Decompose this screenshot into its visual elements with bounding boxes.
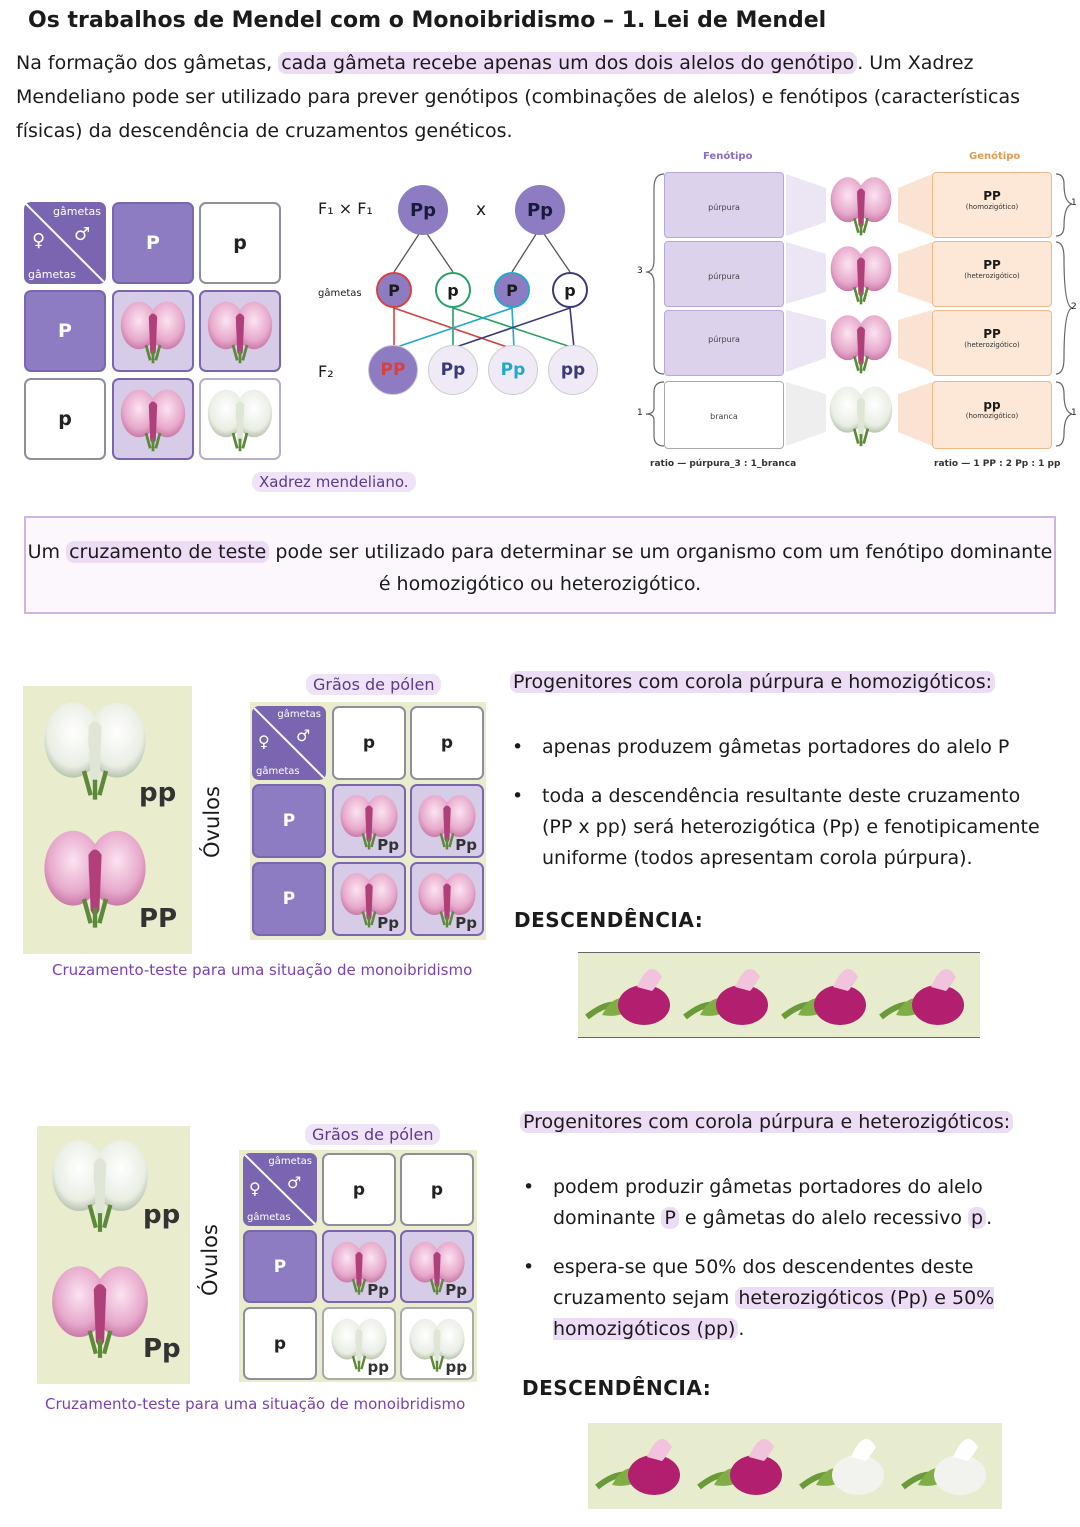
corner-label-top: gâmetas <box>53 205 101 218</box>
phenotype-row-4: branca <box>664 381 784 449</box>
offspring-cell <box>322 1307 396 1380</box>
genotype-value: PP <box>983 327 1001 341</box>
genotype-type: (heterozigótico) <box>964 272 1020 280</box>
page-title: Os trabalhos de Mendel com o Monoibridismo – 1. Lei de Mendel <box>28 8 827 33</box>
white-bud-icon <box>796 1427 896 1507</box>
gamete-3: P <box>494 272 530 308</box>
heading-text: Progenitores com corola púrpura e heterozigóticos: <box>520 1111 1013 1133</box>
descendants-strip <box>578 952 980 1038</box>
descendants-label: DESCENDÊNCIA: <box>514 908 704 932</box>
descendants-label: DESCENDÊNCIA: <box>522 1376 712 1400</box>
f2-label: F₂ <box>318 362 334 381</box>
offspring-2: Pp <box>428 345 478 395</box>
genotype-type: (heterozigótico) <box>964 341 1020 349</box>
box-text-1: Um <box>27 541 67 563</box>
genotype-value: PP <box>983 258 1001 272</box>
offspring-cell <box>112 290 194 372</box>
heading-text: Progenitores com corola púrpura e homozigóticos: <box>510 671 995 693</box>
offspring-cell <box>332 784 406 858</box>
bullet-list <box>523 1172 1053 1363</box>
bullet-list <box>512 732 1052 892</box>
ovules-label: Óvulos <box>200 786 224 858</box>
purple-flower-icon <box>35 822 155 932</box>
allele-recessive: p <box>968 1207 986 1229</box>
count-left-3: 3 <box>637 266 643 276</box>
cross-symbol: x <box>476 200 487 220</box>
gamete-4: p <box>552 272 588 308</box>
ratio-phenotype: ratio — púrpura_3 : 1_branca <box>650 459 797 469</box>
row-allele-2: P <box>252 862 326 936</box>
pollen-label: Grãos de pólen <box>306 674 441 695</box>
offspring-4: pp <box>548 345 598 395</box>
count-right-1b: 1 <box>1071 408 1077 418</box>
corner-label-top: gâmetas <box>277 709 321 720</box>
purple-bud-icon <box>694 1427 794 1507</box>
punnett-corner <box>252 706 326 780</box>
offspring-cell <box>400 1230 474 1303</box>
male-symbol-icon: ♂ <box>287 1173 302 1192</box>
white-flower-icon <box>826 381 896 449</box>
box-text-2: pode ser utilizado para determinar se um organismo com um fenótipo dominante é homozigótico ou heterozigótico. <box>269 541 1053 595</box>
col-allele-1: p <box>322 1153 396 1226</box>
bullet-item: • toda a descendência resultante deste cruzamento (PP x pp) será heterozigótica (Pp) e fenotipicamente uniforme (todos apresentam corola púrpura). <box>512 781 1052 874</box>
phenotype-header: Fenótipo <box>703 151 753 162</box>
genotype-row-4 <box>932 381 1052 449</box>
cell-genotype: pp <box>445 1358 467 1376</box>
bullet-highlight: heterozigóticos (Pp) e 50% homozigóticos (pp) <box>553 1287 995 1340</box>
col-allele-2: p <box>400 1153 474 1226</box>
white-bud-icon <box>898 1427 998 1507</box>
descendants-strip <box>588 1423 1002 1509</box>
offspring-cell <box>112 378 194 460</box>
count-right-1a: 1 <box>1071 198 1077 208</box>
purple-flower-icon <box>205 296 275 366</box>
white-flower-icon <box>45 1132 155 1236</box>
row-allele-2: p <box>24 378 106 460</box>
genotype-row-1 <box>932 172 1052 238</box>
allele-dominant: P <box>661 1207 678 1229</box>
genotype-row-3 <box>932 310 1052 376</box>
punnett-corner <box>24 202 106 284</box>
cell-genotype: pp <box>367 1358 389 1376</box>
offspring-cell <box>199 378 281 460</box>
purple-flower-icon <box>826 310 896 376</box>
genotype-type: (homozigótico) <box>965 412 1019 420</box>
offspring-cell <box>332 862 406 936</box>
male-symbol-icon: ♂ <box>296 726 311 745</box>
testcross-definition-box <box>24 516 1056 614</box>
row-allele-1: P <box>24 290 106 372</box>
corner-label-bottom: gâmetas <box>247 1212 291 1223</box>
purple-bud-icon <box>680 957 780 1037</box>
genotype-row-2 <box>932 241 1052 307</box>
purple-bud-icon <box>876 957 976 1037</box>
bullet-text: . <box>738 1318 745 1340</box>
purple-flower-icon <box>826 172 896 238</box>
section-heading <box>520 1111 1013 1133</box>
parents-photo <box>37 1126 190 1384</box>
purple-flower-icon <box>118 296 188 366</box>
genotype-value: PP <box>983 189 1001 203</box>
phenotype-row-3: púrpura <box>664 310 784 376</box>
f1-label: F₁ × F₁ <box>318 199 373 218</box>
offspring-1: PP <box>368 345 418 395</box>
intro-highlight: cada gâmeta recebe apenas um dos dois alelos do genótipo <box>278 52 857 74</box>
purple-bud-icon <box>582 957 682 1037</box>
parent-genotype-label: PP <box>139 904 178 934</box>
female-symbol-icon: ♀ <box>32 230 46 251</box>
phenotype-row-1: púrpura <box>664 172 784 238</box>
female-symbol-icon: ♀ <box>258 732 270 751</box>
punnett-corner <box>243 1153 317 1226</box>
genotype-type: (homozigótico) <box>965 203 1019 211</box>
offspring-cell <box>400 1307 474 1380</box>
female-symbol-icon: ♀ <box>249 1179 261 1198</box>
genotype-header: Genótipo <box>969 151 1021 162</box>
purple-bud-icon <box>778 957 878 1037</box>
section-caption: Cruzamento-teste para uma situação de monoibridismo <box>52 961 473 979</box>
pollen-label: Grãos de pólen <box>305 1124 440 1145</box>
ratio-genotype: ratio — 1 PP : 2 Pp : 1 pp <box>934 459 1061 469</box>
col-allele-2: p <box>410 706 484 780</box>
offspring-3: Pp <box>488 345 538 395</box>
genotype-value: pp <box>983 398 1001 412</box>
cell-genotype: Pp <box>377 836 399 854</box>
parent-genotype-label: pp <box>143 1200 181 1230</box>
cell-genotype: Pp <box>455 836 477 854</box>
intro-text-1: Na formação dos gâmetas, <box>16 52 279 74</box>
count-left-1: 1 <box>637 408 643 418</box>
col-allele-1: P <box>112 202 194 284</box>
bullet-item <box>523 1172 1053 1234</box>
col-allele-2: p <box>199 202 281 284</box>
section-caption: Cruzamento-teste para uma situação de monoibridismo <box>45 1395 466 1413</box>
gamete-2: p <box>435 272 471 308</box>
bullet-item: • apenas produzem gâmetas portadores do alelo P <box>512 732 1052 763</box>
white-flower-icon <box>35 694 155 804</box>
section-heading <box>510 671 995 693</box>
phenotype-row-2: púrpura <box>664 241 784 307</box>
col-allele-1: p <box>332 706 406 780</box>
purple-bud-icon <box>592 1427 692 1507</box>
row-allele-1: P <box>243 1230 317 1303</box>
white-flower-icon <box>205 384 275 454</box>
cell-genotype: Pp <box>445 1281 467 1299</box>
gametes-label: gâmetas <box>318 288 362 299</box>
parent-genotype-label: Pp <box>143 1334 181 1364</box>
purple-flower-icon <box>45 1258 155 1362</box>
row-allele-2: p <box>243 1307 317 1380</box>
intro-text-2: . Um Xadrez Mendeliano pode ser utilizado para prever genótipos (combinações de alelos) e fenótipos (características físicas) da descendência de cruzamentos genéticos. <box>16 52 1021 142</box>
row-allele-1: P <box>252 784 326 858</box>
corner-label-bottom: gâmetas <box>28 268 76 281</box>
offspring-cell <box>199 290 281 372</box>
count-right-2: 2 <box>1071 302 1077 312</box>
bullet-text: . <box>986 1207 993 1229</box>
parent-genotype-label: pp <box>139 778 177 808</box>
intro-paragraph <box>16 46 1066 148</box>
cell-genotype: Pp <box>455 914 477 932</box>
bullet-text: podem produzir gâmetas portadores do alelo dominante <box>553 1176 983 1229</box>
box-highlight: cruzamento de teste <box>66 541 269 563</box>
punnett-caption: Xadrez mendeliano. <box>252 472 416 492</box>
parents-photo <box>23 686 192 954</box>
offspring-cell <box>410 862 484 936</box>
purple-flower-icon <box>826 241 896 307</box>
corner-label-top: gâmetas <box>268 1156 312 1167</box>
bullet-text: espera-se que 50% dos descendentes deste cruzamento sejam <box>553 1256 974 1309</box>
cell-genotype: Pp <box>367 1281 389 1299</box>
ovules-label: Óvulos <box>198 1224 222 1296</box>
gamete-1: P <box>376 272 412 308</box>
offspring-cell <box>322 1230 396 1303</box>
cell-genotype: Pp <box>377 914 399 932</box>
offspring-cell <box>410 784 484 858</box>
corner-label-bottom: gâmetas <box>256 766 300 777</box>
parent-1: Pp <box>398 185 448 235</box>
male-symbol-icon: ♂ <box>74 224 91 245</box>
bullet-item <box>523 1252 1053 1345</box>
purple-flower-icon <box>118 384 188 454</box>
bullet-text: e gâmetas do alelo recessivo <box>678 1207 969 1229</box>
parent-2: Pp <box>515 185 565 235</box>
